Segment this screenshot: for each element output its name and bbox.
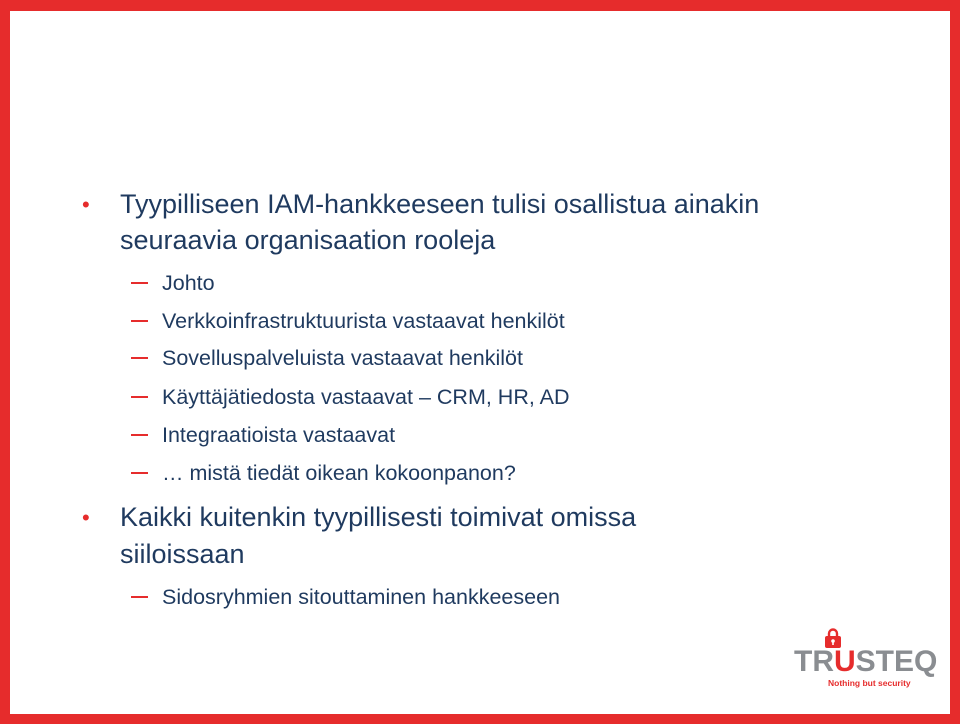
bullet-item — [82, 500, 637, 535]
sub-item-text: … mistä tiedät oikean kokoonpanon? — [162, 461, 516, 485]
bullet-text-line: seuraavia organisaation rooleja — [120, 225, 496, 255]
dash-icon — [131, 472, 148, 474]
sub-item — [162, 421, 395, 449]
bullet-text-line: Kaikki kuitenkin tyypillisesti toimivat omissa — [120, 502, 637, 532]
sub-item — [162, 269, 215, 297]
sub-item-text: Käyttäjätiedosta vastaavat – CRM, HR, AD — [162, 385, 570, 409]
sub-item-text: Johto — [162, 271, 215, 295]
dash-icon — [131, 320, 148, 322]
dash-icon — [131, 596, 148, 598]
sub-item-text: Verkkoinfrastruktuurista vastaavat henkilöt — [162, 309, 565, 333]
bullet-item — [82, 187, 760, 222]
sub-item-text: Integraatioista vastaavat — [162, 423, 396, 447]
logo-wordmark: TRUSTEQ — [794, 645, 938, 678]
dash-icon — [131, 357, 148, 359]
dash-icon — [131, 282, 148, 284]
dash-icon — [131, 396, 148, 398]
trusteq-logo — [790, 628, 938, 690]
sub-item-text: Sidosryhmien sitouttaminen hankkeeseen — [162, 585, 560, 609]
bullet-continuation — [120, 537, 245, 572]
bullet-dot-icon: • — [82, 192, 90, 217]
bullet-dot-icon: • — [82, 505, 90, 530]
sub-item — [162, 307, 565, 335]
bullet-text-line: Tyypilliseen IAM-hankkeeseen tulisi osallistua ainakin — [120, 189, 760, 219]
sub-item — [162, 459, 516, 487]
logo-tagline: Nothing but security — [828, 678, 911, 688]
slide-title: Organisoituminen ja kommunikaatio — [112, 34, 735, 75]
sub-item — [162, 344, 523, 372]
sub-item — [162, 383, 569, 411]
sub-item — [162, 583, 560, 611]
sub-item-text: Sovelluspalveluista vastaavat henkilöt — [162, 346, 523, 370]
bullet-text-line: siiloissaan — [120, 539, 245, 569]
bullet-continuation — [120, 223, 495, 258]
dash-icon — [131, 434, 148, 436]
